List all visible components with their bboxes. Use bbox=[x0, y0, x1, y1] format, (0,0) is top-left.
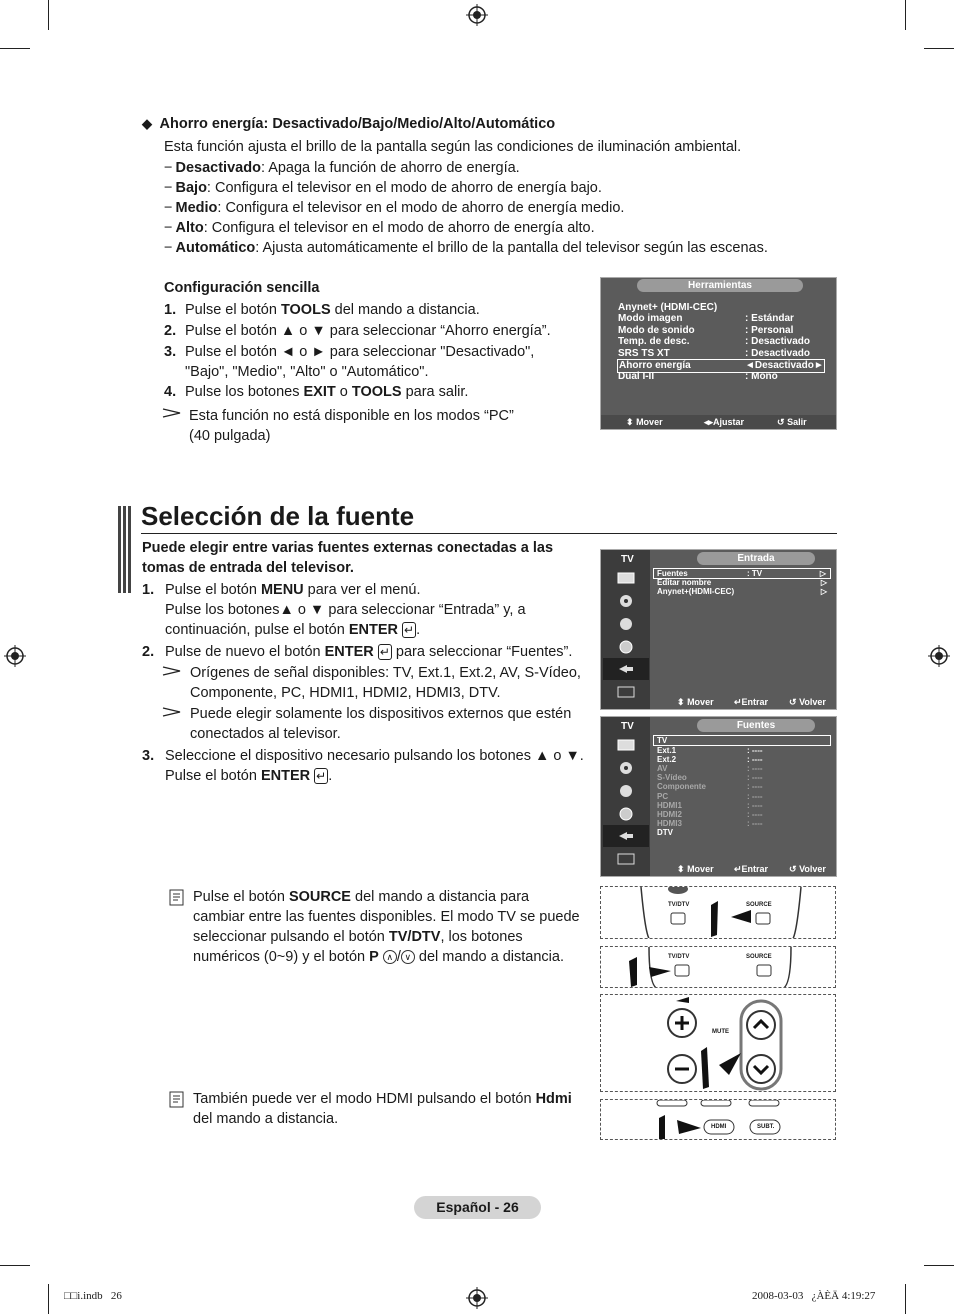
crop-mark bbox=[0, 48, 30, 49]
section-bar bbox=[123, 506, 126, 593]
menu-row-disabled[interactable]: HDMI3 : ---- bbox=[657, 819, 763, 828]
step-3: 3. Pulse el botón ◄ o ► para seleccionar "Desactivado", bbox=[164, 344, 535, 360]
page-title: Selección de la fuente bbox=[141, 501, 415, 531]
remote-source-illustration bbox=[600, 886, 836, 939]
lead-paragraph: Puede elegir entre varias fuentes externas conectadas a las tomas de entrada del televisor. bbox=[142, 540, 554, 576]
menu-row-selected[interactable]: Fuentes : TV ▷ bbox=[653, 568, 831, 579]
print-timestamp: 2008-03-03 ¿ÀÈÄ 4:19:27 bbox=[752, 1290, 876, 1302]
section-bar bbox=[128, 506, 131, 593]
menu-row[interactable]: Ext.1 : ---- bbox=[657, 746, 763, 755]
return-icon: ↺ bbox=[789, 697, 797, 707]
easy-setup-steps bbox=[164, 300, 584, 405]
option-list bbox=[164, 158, 768, 258]
tip-memo-icon bbox=[169, 1091, 184, 1108]
channel-icon[interactable] bbox=[603, 613, 649, 635]
setup-icon[interactable] bbox=[603, 803, 649, 825]
registration-mark-icon bbox=[466, 1287, 488, 1309]
menu-row[interactable]: Dual I-II : Mono bbox=[618, 371, 778, 382]
remote-tvdtv-illustration bbox=[600, 946, 836, 988]
input-icon[interactable] bbox=[603, 825, 649, 847]
tv-label: TV bbox=[621, 721, 634, 732]
energy-saving-heading bbox=[142, 114, 555, 134]
application-icon[interactable] bbox=[603, 681, 649, 703]
page-number-badge: Español - 26 bbox=[414, 1196, 541, 1219]
menu-row[interactable]: Anynet+ (HDMI-CEC) bbox=[618, 302, 718, 313]
section-bar bbox=[118, 506, 121, 593]
move-hint: ⬍ Mover bbox=[677, 697, 714, 707]
updown-icon: ⬍ bbox=[677, 697, 685, 707]
leftright-icon: ◂▸ bbox=[704, 417, 714, 427]
channel-up-icon: ∧ bbox=[383, 950, 397, 964]
list-item: − Alto: Configura el televisor en el modo de ahorro de energía alto. bbox=[164, 220, 595, 236]
enter-hint: ↵Entrar bbox=[734, 864, 769, 874]
back-hint: ↺ Volver bbox=[789, 864, 826, 874]
menu-row[interactable]: Modo de sonido : Personal bbox=[618, 325, 794, 336]
tv-label: TV bbox=[621, 554, 634, 565]
channel-icon[interactable] bbox=[603, 780, 649, 802]
input-icon[interactable] bbox=[603, 658, 649, 680]
pc-mode-note: Esta función no está disponible en los modos “PC” (40 pulgada) bbox=[189, 408, 514, 444]
step-2: 2. Pulse el botón ▲ o ▼ para seleccionar “Ahorro energía”. bbox=[164, 323, 551, 339]
updown-icon: ⬍ bbox=[626, 417, 634, 427]
sound-icon[interactable] bbox=[603, 757, 649, 779]
source-note-1: Orígenes de señal disponibles: TV, Ext.1, Ext.2, AV, S-Vídeo, Componente, PC, HDMI1, HDMI2, HDMI3, DTV. bbox=[190, 665, 581, 701]
sound-icon[interactable] bbox=[603, 590, 649, 612]
menu-row-disabled[interactable]: PC : ---- bbox=[657, 792, 763, 801]
source-step-2: 2. Pulse de nuevo el botón ENTER ↵ para seleccionar “Fuentes”. bbox=[142, 644, 573, 660]
crop-mark bbox=[905, 1284, 906, 1314]
crop-mark bbox=[0, 1265, 30, 1266]
menu-row[interactable]: Ext.2 : ---- bbox=[657, 755, 763, 764]
submenu-arrow-icon: ▷ bbox=[820, 587, 827, 596]
menu-row-disabled[interactable]: Componente : ---- bbox=[657, 782, 763, 791]
enter-icon: ↵ bbox=[379, 645, 390, 659]
title-rule bbox=[141, 533, 837, 534]
menu-row-disabled[interactable]: HDMI2 : ---- bbox=[657, 810, 763, 819]
sources-menu-panel bbox=[600, 716, 837, 877]
list-item: − Desactivado: Apaga la función de ahorro de energía. bbox=[164, 160, 520, 176]
picture-icon[interactable] bbox=[603, 567, 649, 589]
hdmi-button-label[interactable]: HDMI bbox=[711, 1124, 727, 1130]
enter-icon: ↵ bbox=[734, 697, 742, 707]
remote-volume-channel-illustration bbox=[600, 994, 836, 1092]
crop-mark bbox=[48, 0, 49, 30]
note-arrow-icon bbox=[162, 707, 182, 717]
menu-row[interactable]: Anynet+(HDMI-CEC) ▷ bbox=[657, 587, 827, 596]
tv-dtv-button-label[interactable]: TV/DTV bbox=[668, 954, 690, 960]
step-3-cont: "Bajo", "Medio", "Alto" o "Automático". bbox=[185, 364, 429, 380]
menu-row-disabled[interactable]: HDMI1 : ---- bbox=[657, 801, 763, 810]
easy-setup-title: Configuración sencilla bbox=[164, 280, 320, 296]
enter-icon: ↵ bbox=[316, 769, 327, 783]
crop-mark bbox=[905, 0, 906, 30]
tv-dtv-button-label[interactable]: TV/DTV bbox=[668, 902, 690, 908]
registration-mark-icon bbox=[466, 4, 488, 26]
menu-row-selected[interactable]: Ahorro energía ◄Desactivado► bbox=[619, 360, 824, 371]
source-step-1: 1. Pulse el botón MENU para ver el menú. Pulse los botones▲ o ▼ para seleccionar “Entrada” y, a continuación, pulse el botón ENTER ↵ . bbox=[142, 582, 526, 638]
enter-hint: ↵Entrar bbox=[734, 697, 769, 707]
note-arrow-icon bbox=[162, 666, 182, 676]
tools-menu-title: Herramientas bbox=[637, 279, 803, 292]
submenu-arrow-icon: ▷ bbox=[819, 569, 826, 578]
list-item: − Automático: Ajusta automáticamente el brillo de la pantalla del televisor según las escenas. bbox=[164, 240, 768, 256]
energy-saving-intro: Esta función ajusta el brillo de la pantalla según las condiciones de iluminación ambiental. bbox=[164, 139, 742, 155]
menu-row[interactable]: Modo imagen : Estándar bbox=[618, 313, 794, 324]
enter-icon: ↵ bbox=[404, 623, 415, 637]
crop-mark bbox=[48, 1284, 49, 1314]
subtitle-button-label[interactable]: SUBT. bbox=[757, 1124, 775, 1130]
submenu-arrow-icon: ▷ bbox=[820, 578, 827, 587]
step-4: 4. Pulse los botones EXIT o TOOLS para salir. bbox=[164, 384, 469, 400]
picture-icon[interactable] bbox=[603, 734, 649, 756]
hdmi-tip: También puede ver el modo HDMI pulsando el botón Hdmi del mando a distancia. bbox=[193, 1091, 572, 1127]
crop-mark bbox=[924, 1265, 954, 1266]
return-icon: ↺ bbox=[777, 417, 785, 427]
note-arrow-icon bbox=[162, 408, 182, 418]
back-hint: ↺ Volver bbox=[789, 697, 826, 707]
menu-row-disabled[interactable]: AV : ---- bbox=[657, 764, 763, 773]
menu-row[interactable]: DTV bbox=[657, 828, 673, 837]
step-1: 1. Pulse el botón TOOLS del mando a distancia. bbox=[164, 302, 480, 318]
input-menu-panel bbox=[600, 549, 837, 710]
crop-mark bbox=[924, 48, 954, 49]
enter-icon: ↵ bbox=[734, 864, 742, 874]
remote-hdmi-illustration bbox=[600, 1099, 836, 1140]
move-hint: ⬍ Mover bbox=[626, 417, 663, 427]
move-hint: ⬍ Mover bbox=[677, 864, 714, 874]
energy-saving-heading-text: Ahorro energía: Desactivado/Bajo/Medio/Alto/Automático bbox=[159, 116, 556, 132]
list-item: − Medio: Configura el televisor en el modo de ahorro de energía medio. bbox=[164, 200, 625, 216]
tools-menu-panel bbox=[600, 277, 837, 430]
setup-icon[interactable] bbox=[603, 636, 649, 658]
diamond-bullet-icon: ◆ bbox=[142, 116, 152, 131]
channel-down-icon: ∨ bbox=[401, 950, 415, 964]
source-tip: Pulse el botón SOURCE del mando a distancia para cambiar entre las fuentes disponibles. El modo TV se puede seleccionar pulsando el botón TV/DTV, los botones numéricos (0~9) y el botón P ∧ / ∨ del mando a distancia. bbox=[193, 889, 580, 965]
registration-mark-icon bbox=[928, 645, 950, 667]
input-menu-title: Entrada bbox=[697, 552, 815, 565]
file-info: □□i.indb 26 bbox=[64, 1290, 122, 1302]
mute-button-label[interactable]: MUTE bbox=[712, 1029, 729, 1035]
registration-mark-icon bbox=[4, 645, 26, 667]
source-note-2: Puede elegir solamente los dispositivos externos que estén conectados al televisor. bbox=[190, 706, 572, 742]
tip-memo-icon bbox=[169, 889, 184, 906]
return-icon: ↺ bbox=[789, 864, 797, 874]
source-button-label[interactable]: SOURCE bbox=[746, 954, 772, 960]
updown-icon: ⬍ bbox=[677, 864, 685, 874]
menu-row-disabled[interactable]: S-Vídeo : ---- bbox=[657, 773, 763, 782]
application-icon[interactable] bbox=[603, 848, 649, 870]
exit-hint: ↺ Salir bbox=[777, 417, 807, 427]
adjust-hint: ◂▸Ajustar bbox=[704, 417, 745, 427]
menu-row[interactable]: SRS TS XT : Desactivado bbox=[618, 348, 811, 359]
menu-row-selected[interactable]: TV bbox=[653, 735, 831, 746]
menu-row[interactable]: Editar nombre ▷ bbox=[657, 578, 827, 587]
menu-row[interactable]: Temp. de desc. : Desactivado bbox=[618, 336, 811, 347]
sources-menu-title: Fuentes bbox=[697, 719, 815, 732]
source-step-3: 3. Seleccione el dispositivo necesario pulsando los botones ▲ o ▼. Pulse el botón ENTER ↵ . bbox=[142, 748, 584, 784]
source-button-label[interactable]: SOURCE bbox=[746, 902, 772, 908]
list-item: − Bajo: Configura el televisor en el modo de ahorro de energía bajo. bbox=[164, 180, 602, 196]
